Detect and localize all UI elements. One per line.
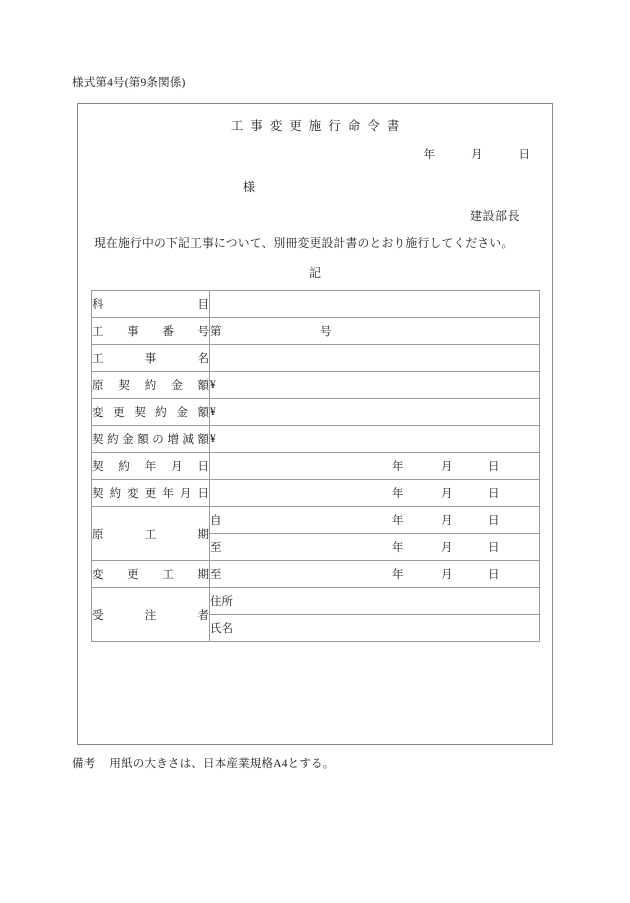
to-prefix: 至 bbox=[210, 569, 222, 581]
year-label: 年 bbox=[392, 461, 404, 473]
sender-title: 建設部長 bbox=[469, 209, 520, 223]
date-year-label: 年 bbox=[423, 149, 435, 161]
table-row bbox=[92, 318, 540, 345]
day-label: 日 bbox=[488, 461, 500, 473]
footer-label: 備考 bbox=[72, 758, 96, 770]
day-label: 日 bbox=[488, 515, 500, 527]
footer-text: 用紙の大きさは、日本産業規格A4とする。 bbox=[109, 758, 335, 770]
row-label-henko-kouki: 変更工期 bbox=[92, 561, 210, 588]
form-table bbox=[91, 290, 540, 642]
form-number: 様式第4号(第9条関係) bbox=[72, 77, 186, 89]
day-label: 日 bbox=[488, 569, 500, 581]
day-label: 日 bbox=[488, 542, 500, 554]
addressee-suffix: 様 bbox=[243, 180, 256, 194]
table-row bbox=[92, 507, 540, 534]
number-prefix: 第 bbox=[210, 326, 222, 338]
month-label: 月 bbox=[441, 515, 453, 527]
yen-symbol: ¥ bbox=[210, 379, 217, 391]
table-row bbox=[92, 561, 540, 588]
yen-symbol: ¥ bbox=[210, 433, 217, 445]
footer-note bbox=[72, 755, 334, 771]
table-row bbox=[92, 345, 540, 372]
date-month-label: 月 bbox=[471, 149, 483, 161]
row-value-henko-kouki[interactable] bbox=[210, 561, 540, 588]
month-label: 月 bbox=[441, 569, 453, 581]
table-row bbox=[92, 399, 540, 426]
row-value-jyusho[interactable] bbox=[210, 588, 540, 615]
row-label-zougengaku: 契約金額の増減額 bbox=[92, 426, 210, 453]
date-day-label: 日 bbox=[518, 149, 530, 161]
day-label: 日 bbox=[488, 488, 500, 500]
to-prefix: 至 bbox=[210, 542, 222, 554]
row-value-gen-kouki-from[interactable] bbox=[210, 507, 540, 534]
document-title: 工事変更施行命令書 bbox=[230, 119, 407, 133]
ki-mark: 記 bbox=[308, 266, 321, 280]
table-row bbox=[92, 453, 540, 480]
year-label: 年 bbox=[392, 542, 404, 554]
address-label: 住所 bbox=[210, 596, 233, 608]
row-label-keiyaku-nengappi: 契約年月日 bbox=[92, 453, 210, 480]
date-line bbox=[424, 146, 531, 162]
yen-symbol: ¥ bbox=[210, 406, 217, 418]
month-label: 月 bbox=[441, 461, 453, 473]
row-value-keiyaku-henko-nengappi[interactable] bbox=[210, 480, 540, 507]
table-row bbox=[92, 372, 540, 399]
row-value-gen-kouki-to[interactable] bbox=[210, 534, 540, 561]
year-label: 年 bbox=[392, 488, 404, 500]
from-prefix: 自 bbox=[210, 515, 222, 527]
row-label-jyuchusha: 受注者 bbox=[92, 588, 210, 642]
row-label-kamoku: 科目 bbox=[92, 291, 210, 318]
name-label: 氏名 bbox=[210, 623, 233, 635]
row-label-gen-keiyaku-kingaku: 原契約金額 bbox=[92, 372, 210, 399]
row-label-koji-mei: 工事名 bbox=[92, 345, 210, 372]
number-suffix: 号 bbox=[320, 326, 332, 338]
row-label-gen-kouki: 原工期 bbox=[92, 507, 210, 561]
row-value-zougengaku[interactable] bbox=[210, 426, 540, 453]
table-row bbox=[92, 480, 540, 507]
row-value-gen-keiyaku-kingaku[interactable] bbox=[210, 372, 540, 399]
month-label: 月 bbox=[441, 488, 453, 500]
month-label: 月 bbox=[441, 542, 453, 554]
table-row bbox=[92, 588, 540, 615]
row-label-keiyaku-henko-nengappi: 契約変更年月日 bbox=[92, 480, 210, 507]
year-label: 年 bbox=[392, 515, 404, 527]
form-frame bbox=[77, 103, 553, 745]
body-text: 現在施行中の下記工事について、別冊変更設計書のとおり施行してください。 bbox=[94, 236, 514, 250]
row-value-koji-mei[interactable] bbox=[210, 345, 540, 372]
year-label: 年 bbox=[392, 569, 404, 581]
table-row bbox=[92, 426, 540, 453]
row-value-kamoku[interactable] bbox=[210, 291, 540, 318]
row-value-shimei[interactable] bbox=[210, 615, 540, 642]
row-label-henko-keiyaku-kingaku: 変更契約金額 bbox=[92, 399, 210, 426]
row-value-keiyaku-nengappi[interactable] bbox=[210, 453, 540, 480]
table-row bbox=[92, 291, 540, 318]
row-value-henko-keiyaku-kingaku[interactable] bbox=[210, 399, 540, 426]
row-label-koji-bango: 工事番号 bbox=[92, 318, 210, 345]
row-value-koji-bango[interactable] bbox=[210, 318, 540, 345]
